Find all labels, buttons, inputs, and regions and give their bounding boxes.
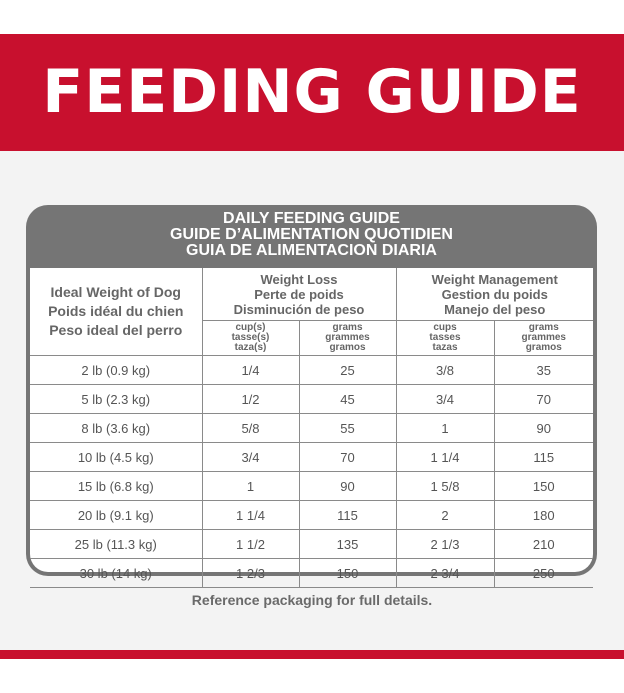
- management-cups-cell: 1: [396, 414, 494, 443]
- management-grams-cell: 210: [494, 530, 593, 559]
- weight-cell: 2 lb (0.9 kg): [30, 356, 202, 385]
- loss-cups-cell: 1: [202, 472, 299, 501]
- management-grams-cell: 70: [494, 385, 593, 414]
- table-row: [30, 385, 593, 414]
- unit-cups-fr: tasses: [429, 332, 461, 343]
- feeding-table: [30, 268, 593, 588]
- unit-cup-en: cup(s): [235, 322, 266, 333]
- table-row: [30, 356, 593, 385]
- reference-note: Reference packaging for full details.: [191, 592, 433, 608]
- weight-cell: 5 lb (2.3 kg): [30, 385, 202, 414]
- management-grams-cell: 150: [494, 472, 593, 501]
- weight-cell: 8 lb (3.6 kg): [30, 414, 202, 443]
- loss-grams-cell: 135: [299, 530, 396, 559]
- management-grams-cell: 90: [494, 414, 593, 443]
- weight-cell: 30 lb (14 kg): [30, 559, 202, 588]
- unit-cups-es: tazas: [432, 342, 458, 353]
- unit-grams-es: gramos: [525, 342, 562, 353]
- unit-grams-en: grams: [332, 322, 363, 333]
- weight-management-en: Weight Management: [431, 271, 558, 287]
- bottom-red-bar: [0, 650, 624, 659]
- top-margin: [0, 0, 624, 34]
- loss-grams-cell: 70: [299, 443, 396, 472]
- loss-cups-cell: 1/2: [202, 385, 299, 414]
- loss-cups-cell: 1 2/3: [202, 559, 299, 588]
- ideal-weight-header: [30, 268, 202, 356]
- loss-grams-cell: 150: [299, 559, 396, 588]
- unit-grams-fr: grammes: [521, 332, 566, 343]
- heading-english: DAILY FEEDING GUIDE: [223, 210, 400, 227]
- unit-grams-en: grams: [528, 322, 559, 333]
- management-grams-header: [494, 321, 593, 356]
- header-row-groups: [30, 268, 593, 321]
- weight-management-es: Manejo del peso: [444, 301, 546, 317]
- weight-loss-fr: Perte de poids: [254, 286, 344, 302]
- management-cups-cell: 3/4: [396, 385, 494, 414]
- loss-grams-cell: 90: [299, 472, 396, 501]
- loss-grams-header: [299, 321, 396, 356]
- management-cups-cell: 3/8: [396, 356, 494, 385]
- weight-loss-header: [202, 268, 396, 321]
- table-row: [30, 414, 593, 443]
- unit-cup-fr: tasse(s): [231, 332, 270, 343]
- loss-cups-header: [202, 321, 299, 356]
- ideal-weight-en: Ideal Weight of Dog: [50, 284, 181, 300]
- weight-management-fr: Gestion du poids: [441, 286, 548, 302]
- loss-grams-cell: 55: [299, 414, 396, 443]
- management-cups-cell: 2 3/4: [396, 559, 494, 588]
- management-cups-header: [396, 321, 494, 356]
- loss-cups-cell: 1/4: [202, 356, 299, 385]
- weight-cell: 20 lb (9.1 kg): [30, 501, 202, 530]
- loss-cups-cell: 3/4: [202, 443, 299, 472]
- management-grams-cell: 250: [494, 559, 593, 588]
- heading-spanish: GUIA DE ALIMENTACION DIARIA: [186, 242, 437, 259]
- management-grams-cell: 115: [494, 443, 593, 472]
- management-cups-cell: 1 1/4: [396, 443, 494, 472]
- unit-cups-en: cups: [433, 322, 457, 333]
- unit-cup-es: taza(s): [234, 342, 267, 353]
- page-title: FEEDING GUIDE: [42, 57, 582, 127]
- table-row: [30, 530, 593, 559]
- table-row: [30, 559, 593, 588]
- weight-loss-en: Weight Loss: [260, 271, 338, 287]
- weight-cell: 25 lb (11.3 kg): [30, 530, 202, 559]
- feeding-table-area: [30, 268, 593, 581]
- unit-grams-fr: grammes: [325, 332, 370, 343]
- feeding-guide-heading: [26, 205, 597, 265]
- unit-grams-es: gramos: [329, 342, 366, 353]
- bottom-margin: [0, 659, 624, 693]
- management-grams-cell: 180: [494, 501, 593, 530]
- loss-cups-cell: 5/8: [202, 414, 299, 443]
- management-cups-cell: 2: [396, 501, 494, 530]
- table-row: [30, 443, 593, 472]
- loss-cups-cell: 1 1/2: [202, 530, 299, 559]
- table-row: [30, 501, 593, 530]
- weight-management-header: [396, 268, 593, 321]
- management-cups-cell: 2 1/3: [396, 530, 494, 559]
- heading-french: GUIDE D’ALIMENTATION QUOTIDIEN: [170, 226, 453, 243]
- loss-grams-cell: 25: [299, 356, 396, 385]
- management-cups-cell: 1 5/8: [396, 472, 494, 501]
- ideal-weight-es: Peso ideal del perro: [49, 322, 183, 338]
- loss-grams-cell: 115: [299, 501, 396, 530]
- management-grams-cell: 35: [494, 356, 593, 385]
- weight-loss-es: Disminución de peso: [233, 301, 365, 317]
- ideal-weight-fr: Poids idéal du chien: [48, 303, 184, 319]
- weight-cell: 10 lb (4.5 kg): [30, 443, 202, 472]
- table-row: [30, 472, 593, 501]
- weight-cell: 15 lb (6.8 kg): [30, 472, 202, 501]
- loss-grams-cell: 45: [299, 385, 396, 414]
- loss-cups-cell: 1 1/4: [202, 501, 299, 530]
